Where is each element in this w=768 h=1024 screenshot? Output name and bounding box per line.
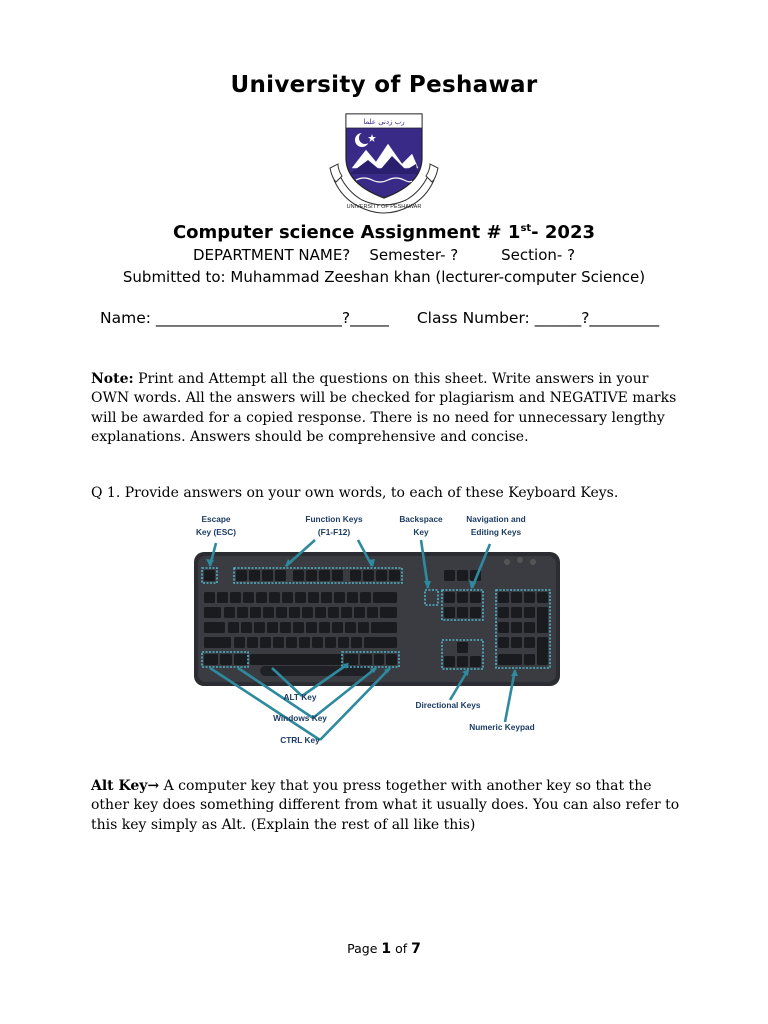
note-paragraph xyxy=(91,370,681,447)
arrow-icon: → xyxy=(147,778,160,794)
alt-key-paragraph xyxy=(91,777,681,835)
backspace-label-line2: Key xyxy=(413,527,429,537)
assignment-title-main: Computer science Assignment # 1 xyxy=(172,222,521,243)
department-line xyxy=(0,246,768,264)
crest-band-text: UNIVERSITY OF PESHAWAR xyxy=(346,204,422,210)
escape-label-line2: Key (ESC) xyxy=(195,527,237,537)
function-keys-label-line1: Function Keys xyxy=(305,514,363,524)
navigation-label-line2: Editing Keys xyxy=(470,527,522,537)
backspace-label-line1: Backspace xyxy=(399,514,443,524)
assignment-title-sup: st xyxy=(520,223,532,234)
alt-key-label: ALT Key xyxy=(283,692,317,702)
submitted-to: Submitted to: Muhammad Zeeshan khan (lecturer-computer Science) xyxy=(122,268,646,286)
university-crest-logo xyxy=(328,106,440,220)
escape-label-line1: Escape xyxy=(201,514,231,524)
department-name: DEPARTMENT NAME? xyxy=(192,246,351,264)
section: Section- ? xyxy=(501,246,576,264)
name-field[interactable]: Name: ________________________?_____ xyxy=(100,309,389,327)
question-1: Q 1. Provide answers on your own words, to each of these Keyboard Keys. xyxy=(91,485,619,501)
of-word: of xyxy=(391,941,412,956)
alt-key-term: Alt Key xyxy=(91,778,148,794)
assignment-title xyxy=(0,222,768,243)
page-footer xyxy=(0,941,768,957)
class-number-field[interactable]: Class Number: ______?_________ xyxy=(416,309,660,327)
windows-key-label: Windows Key xyxy=(273,713,327,723)
navigation-label-line1: Navigation and xyxy=(466,514,526,524)
note-text: Print and Attempt all the questions on this sheet. Write answers in your OWN words. All the answers will be checked for plagiarism and NEGATIVE marks will be awarded for a copied response. There is no need for unnecessary lengthy explanations. Answers should be comprehensive and concise. xyxy=(91,371,677,445)
page-word: Page xyxy=(347,941,382,956)
ctrl-key-label: CTRL Key xyxy=(280,735,320,745)
crest-motto-text: رب زدنی علما xyxy=(363,118,405,126)
note-label: Note: xyxy=(91,371,134,387)
directional-keys-label: Directional Keys xyxy=(415,700,481,710)
name-class-line xyxy=(100,309,659,327)
alt-key-definition: A computer key that you press together with another key so that the other key does something different from what it usually does. You can also refer to this key simply as Alt. (Explain the rest of all like this) xyxy=(91,778,680,833)
page-total: 7 xyxy=(411,941,421,957)
page-number: 1 xyxy=(381,941,392,957)
numeric-keypad-label: Numeric Keypad xyxy=(469,722,535,732)
university-title: University of Peshawar xyxy=(230,72,538,98)
assignment-title-year: - 2023 xyxy=(531,222,596,243)
semester: Semester- ? xyxy=(369,246,459,264)
keyboard-diagram xyxy=(180,508,590,753)
function-keys-label-line2: (F1-F12) xyxy=(317,527,351,537)
